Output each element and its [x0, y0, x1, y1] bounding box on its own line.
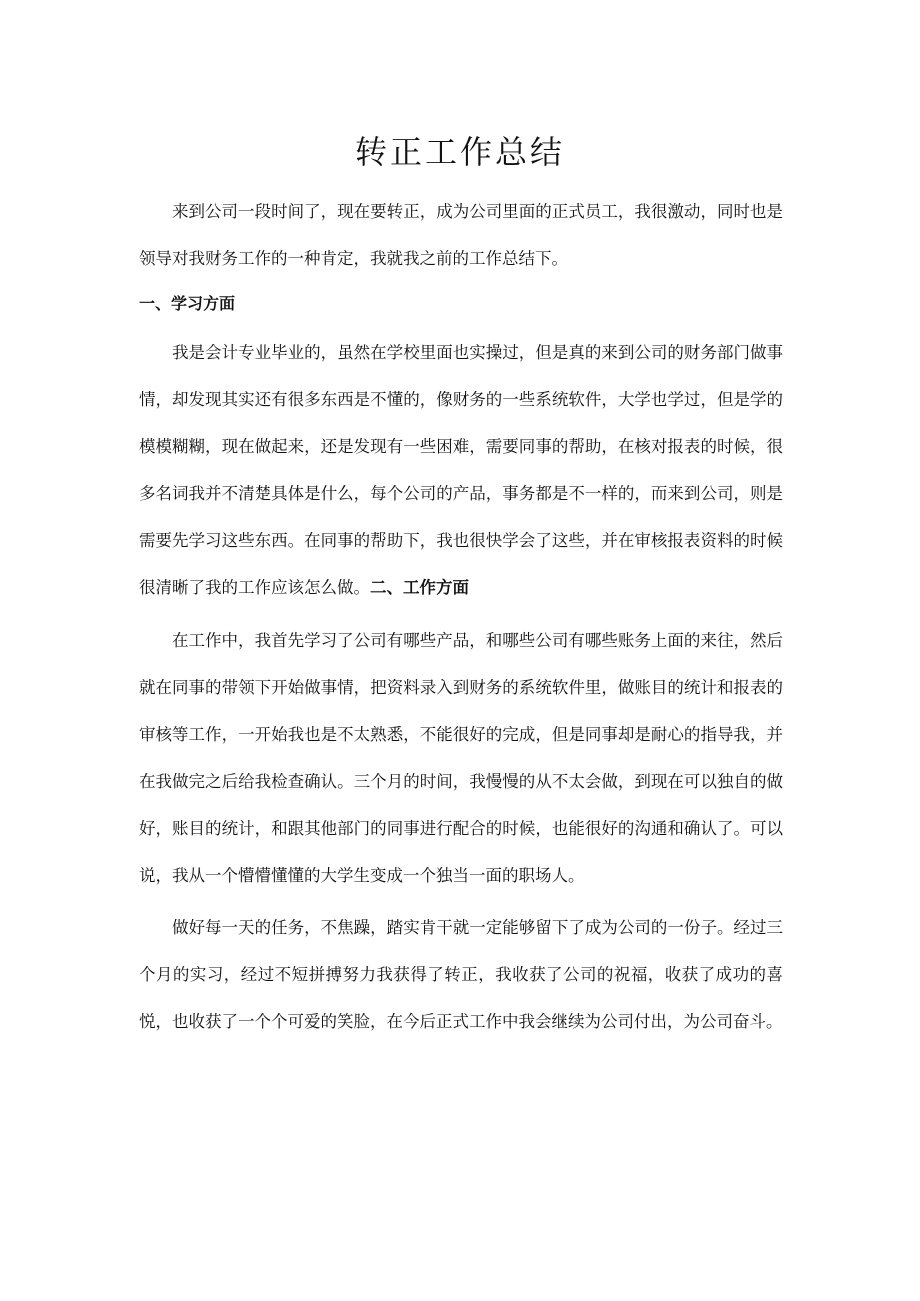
study-paragraph-text: 我是会计专业毕业的，虽然在学校里面也实操过，但是真的来到公司的财务部门做事情，却发现其实还有很多东西是不懂的，像财务的一些系统软件，大学也学过，但是学的模模糊糊，现在做起来，还是发现有一些困难，需要同事的帮助，在核对报表的时候，很多名词我并不清楚具体是什么，每个公司的产品，事务都是不一样的，而来到公司，则是需要先学习这些东西。在同事的帮助下，我也很快学会了这些，并在审核报表资料的时候很清晰了我的工作应该怎么做。 [139, 343, 783, 597]
intro-paragraph: 来到公司一段时间了，现在要转正，成为公司里面的正式员工，我很激动，同时也是领导对我财务工作的一种肯定，我就我之前的工作总结下。 [139, 202, 783, 268]
work-paragraph: 在工作中，我首先学习了公司有哪些产品，和哪些公司有哪些账务上面的来往，然后就在同事的带领下开始做事情，把资料录入到财务的系统软件里，做账目的统计和报表的审核等工作，一开始我也是不太熟悉，不能很好的完成，但是同事却是耐心的指导我，并在我做完之后给我检查确认。三个月的时间，我慢慢的从不太会做，到现在可以独自的做好，账目的统计，和跟其他部门的同事进行配合的时候，也能很好的沟通和确认了。可以说，我从一个懵懵懂懂的大学生变成一个独当一面的职场人。 [139, 631, 783, 885]
conclusion-paragraph: 做好每一天的任务，不焦躁，踏实肯干就一定能够留下了成为公司的一份子。经过三个月的实习，经过不短拼搏努力我获得了转正，我收获了公司的祝福，收获了成功的喜悦，也收获了一个个可爱的笑脸，在今后正式工作中我会继续为公司付出，为公司奋斗。 [139, 918, 783, 1031]
study-paragraph [139, 329, 783, 611]
section-heading-work: 二、工作方面 [370, 578, 469, 597]
section-heading-study: 一、学习方面 [139, 294, 236, 313]
document-title: 转正工作总结 [354, 133, 565, 171]
